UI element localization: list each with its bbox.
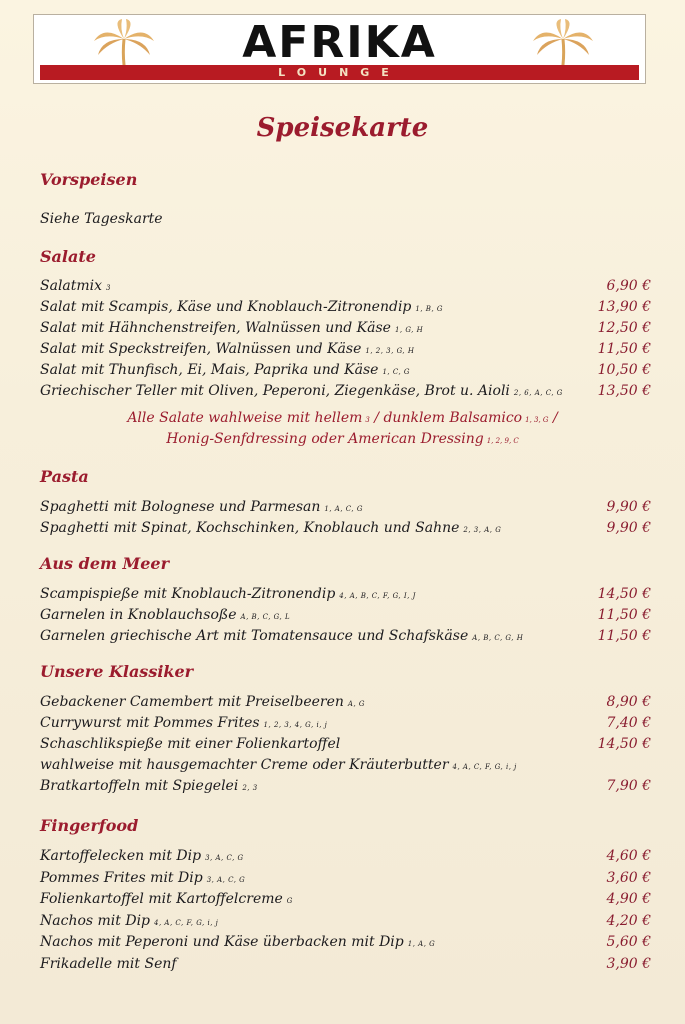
dish-name-text: Salat mit Speckstreifen, Walnüssen und Käse (40, 341, 362, 357)
dish-price: 3,90 € (606, 955, 651, 972)
dish-name-text: Salat mit Hähnchenstreifen, Walnüssen und Käse (40, 320, 391, 336)
dish-name-text: Currywurst mit Pommes Frites (40, 715, 260, 731)
menu-item-row (40, 846, 651, 867)
dish-name (40, 932, 435, 955)
dish-name (40, 692, 365, 715)
menu-item-row (40, 932, 651, 953)
menu-item-row (40, 605, 651, 626)
allergen-codes: 1, C, G (382, 368, 411, 376)
allergen-codes: A, G (347, 700, 366, 708)
allergen-codes: 1, G, H (394, 326, 424, 334)
menu-item-row (40, 339, 651, 360)
dish-price: 3,60 € (606, 869, 651, 886)
dish-price: 4,20 € (606, 912, 651, 929)
salate-dressing-note-line1: Alle Salate wahlweise mit hellem 3 / dunklem Balsamico 1, 3, G / (127, 410, 558, 426)
dish-name (40, 846, 244, 869)
dish-name (40, 868, 245, 891)
menu-item-row (40, 692, 651, 713)
section-title-fingerfood: Fingerfood (40, 816, 139, 835)
dish-name (40, 889, 293, 912)
dish-name-text: Spaghetti mit Bolognese und Parmesan (40, 499, 321, 515)
dish-name (40, 318, 423, 341)
header-logo-banner (33, 14, 646, 84)
menu-item-row (40, 889, 651, 910)
menu-item-row (40, 755, 651, 776)
dish-price: 8,90 € (606, 694, 651, 710)
section-title-salate: Salate (40, 247, 96, 266)
allergen-codes: 1, A, G (407, 940, 436, 948)
allergen-codes: 3, A, C, G (206, 875, 246, 884)
allergen-codes: 1, A, C, G (324, 505, 363, 513)
allergen-codes: 4, A, B, C, F, G, I, J (339, 592, 416, 600)
dish-price: 12,50 € (597, 320, 651, 336)
dish-price: 13,90 € (597, 299, 651, 315)
menu-item-row (40, 626, 651, 647)
section-title-meer: Aus dem Meer (40, 554, 169, 573)
menu-title: Speisekarte (256, 113, 429, 143)
restaurant-subtitle: LOUNGE (278, 66, 401, 79)
dish-price: 9,90 € (606, 520, 651, 536)
allergen-codes: 3, A, C, G (205, 854, 244, 862)
dish-name-text: Griechischer Teller mit Oliven, Peperoni, Ziegenkäse, Brot u. Aioli (40, 383, 510, 399)
section-title-pasta: Pasta (40, 467, 89, 486)
dish-price: 11,50 € (597, 341, 651, 357)
dish-name-text: Pommes Frites mit Dip (40, 869, 203, 886)
dish-name-text: Salat mit Thunfisch, Ei, Mais, Paprika und Käse (40, 362, 379, 378)
dish-name (40, 755, 517, 778)
dish-name (40, 954, 181, 977)
dish-name-text: Scampispieße mit Knoblauch-Zitronendip (40, 586, 336, 602)
dish-name (40, 911, 218, 934)
salate-dressing-note-line2: Honig-Senfdressing oder American Dressing 1, 2, 9, C (166, 431, 519, 447)
dish-name-text: Salat mit Scampis, Käse und Knoblauch-Zitronendip (40, 299, 412, 315)
menu-item-row (40, 518, 651, 539)
menu-item-row (40, 954, 651, 975)
dish-name (40, 276, 111, 299)
dish-name (40, 497, 363, 520)
dish-price: 13,50 € (597, 383, 651, 399)
dish-price: 4,60 € (606, 848, 651, 864)
dish-name-text: Gebackener Camembert mit Preiselbeeren (40, 694, 344, 710)
allergen-codes: 1, 2, 3, 4, G, i, j (263, 721, 328, 729)
dish-name-text: Nachos mit Dip (40, 912, 151, 929)
dish-name-text: Kartoffelecken mit Dip (40, 848, 202, 864)
dish-price: 7,90 € (606, 778, 651, 794)
menu-item-row (40, 318, 651, 339)
dish-price: 10,50 € (597, 362, 651, 378)
dish-name-text: Frikadelle mit Senf (40, 955, 177, 972)
dish-price: 7,40 € (606, 715, 651, 731)
menu-item-row (40, 776, 651, 797)
vorspeisen-text: Siehe Tageskarte (40, 211, 163, 227)
dish-name (40, 518, 501, 541)
dish-name-text: Schaschlikspieße mit einer Folienkartoffel (40, 736, 341, 752)
allergen-codes: 4, A, C, F, G, i, j (452, 763, 517, 771)
dish-name (40, 776, 258, 799)
menu-item-row (40, 734, 651, 755)
menu-item-row (40, 911, 651, 932)
menu-item-row (40, 360, 651, 381)
dish-name (40, 381, 563, 404)
dish-price: 11,50 € (597, 607, 651, 623)
menu-item-row (40, 713, 651, 734)
dish-name (40, 734, 344, 757)
dish-name-text: wahlweise mit hausgemachter Creme oder Kräuterbutter (40, 757, 449, 773)
allergen-codes: A, B, C, G, H (472, 634, 524, 642)
section-title-klassiker: Unsere Klassiker (40, 662, 194, 681)
dish-price: 14,50 € (597, 586, 651, 602)
allergen-codes: 2, 6, A, C, G (513, 389, 563, 397)
section-title-vorspeisen: Vorspeisen (40, 170, 138, 189)
dish-name (40, 297, 443, 320)
menu-item-row (40, 297, 651, 318)
dish-price: 14,50 € (597, 736, 651, 752)
allergen-codes: A, B, C, G, L (240, 613, 291, 621)
dish-name (40, 626, 523, 649)
menu-item-row (40, 868, 651, 889)
dish-name (40, 360, 410, 383)
menu-item-row (40, 381, 651, 402)
allergen-codes: 2, 3 (242, 784, 258, 792)
dish-name-text: Nachos mit Peperoni und Käse überbacken mit Dip (40, 934, 404, 950)
menu-item-row (40, 497, 651, 518)
dish-name (40, 713, 327, 736)
dish-price: 4,90 € (606, 891, 651, 907)
allergen-codes: 1, 2, 3, G, H (365, 347, 415, 355)
dish-price: 11,50 € (597, 628, 651, 644)
dish-price: 5,60 € (606, 934, 651, 950)
menu-item-row (40, 276, 651, 297)
dish-price: 9,90 € (606, 499, 651, 515)
dish-name (40, 339, 414, 362)
dish-name-text: Spaghetti mit Spinat, Kochschinken, Knoblauch und Sahne (40, 520, 460, 536)
restaurant-name: AFRIKA (242, 17, 437, 68)
dish-name-text: Garnelen griechische Art mit Tomatensauce und Schafskäse (40, 628, 469, 644)
dish-name-text: Bratkartoffeln mit Spiegelei (40, 778, 239, 794)
dish-name-text: Salatmix (40, 278, 103, 294)
allergen-codes: 3 (106, 284, 112, 292)
dish-name-text: Garnelen in Knoblauchsoße (40, 607, 237, 623)
dish-name-text: Folienkartoffel mit Kartoffelcreme (40, 891, 283, 907)
dish-price: 6,90 € (606, 278, 651, 294)
menu-item-row (40, 584, 651, 605)
allergen-codes: 2, 3, A, G (463, 526, 502, 534)
dish-name (40, 605, 290, 628)
allergen-codes: 4, A, C, F, G, i, j (154, 918, 219, 927)
allergen-codes: G (286, 897, 293, 905)
dish-name (40, 584, 416, 607)
allergen-codes: 1, B, G (415, 305, 443, 313)
